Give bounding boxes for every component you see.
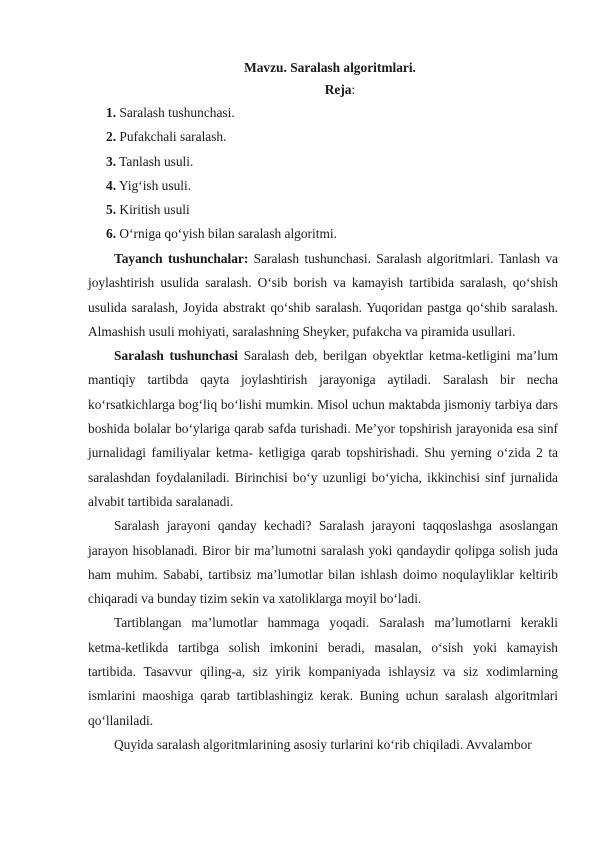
plan-item-text: Yig‘ish usuli.	[116, 177, 192, 193]
plan-item-number: 4.	[106, 177, 117, 193]
document-title: Mavzu. Saralash algoritmlari.	[244, 60, 416, 75]
plan-item-text: Kiritish usuli	[116, 202, 190, 218]
paragraph-ordered-data	[88, 611, 558, 732]
paragraph-text: Saralash jarayoni qanday kechadi? Saralash jarayoni taqqoslashga asoslangan jarayon hisoblanadi. Biror bir ma’lumotni saralash yoki qandaydir qolipga solish juda ham muhim. Sababi, tartibsiz ma’lumotlar bilan ishlash doimo noqulayliklar keltirib chiqaradi va bunday tizim sekin va xatoliklarga moyil bo‘ladi.	[88, 518, 558, 607]
plan-item-text: O‘rniga qo‘yish bilan saralash algoritmi.	[116, 226, 337, 242]
paragraph-text: Quyida saralash algoritmlarining asosiy turlarini ko‘rib chiqiladi. Avvalambor	[114, 736, 532, 752]
plan-item-text: Tanlash usuli.	[116, 153, 194, 169]
plan-item-3	[106, 150, 337, 174]
plan-item-number: 1.	[106, 105, 117, 120]
paragraph-lead: Tayanch tushunchalar:	[114, 251, 249, 266]
paragraph-text: Tartiblangan ma’lumotlar hammaga yoqadi. Saralash ma’lumotlarni kerakli ketma-ketlikda tartibga solish imkonini beradi, masalan, o‘sish yoki kamayish tartibida. Tasavvur qiling-a, siz yirik kompaniyada ishlaysiz va siz xodimlarning ismlarini maoshiga qarab tartiblashingiz kerak. Buning uchun saralash algoritmlari qo‘llaniladi.	[88, 615, 558, 728]
paragraph-lead: Saralash tushunchasi	[114, 348, 239, 364]
plan-item-6	[106, 222, 337, 246]
plan-item-2	[106, 125, 337, 149]
document-body	[88, 247, 558, 757]
plan-item-number: 6.	[106, 226, 117, 242]
paragraph-text: Saralash deb, berilgan obyektlar ketma-ketligini ma’lum mantiqiy tartibda qayta joylashtirish jarayoniga aytiladi. Saralash bir necha ko‘rsatkichlarga bog‘liq bo‘lishi mumkin. Misol uchun maktabda jismoniy tarbiya dars boshida bolalar bo‘ylariga qarab safda turishadi. Me’yor topshirish jarayonida esa sinf jurnalidagi familiyalar ketma- ketligiga qarab topshirishadi. Shu yerning o‘zida 2 ta saralashdan foydalaniladi. Birinchisi bo‘y uzunligi bo‘yicha, ikkinchisi sinf jurnalida alvabit tartibida saralanadi.	[88, 348, 559, 509]
plan-item-text: Pufakchali saralash.	[116, 129, 227, 145]
plan-item-number: 2.	[106, 129, 117, 145]
plan-item-5	[106, 198, 337, 222]
plan-heading	[0, 79, 596, 101]
plan-list	[106, 101, 337, 247]
paragraph-sorting-process	[88, 514, 558, 611]
plan-item-text: Saralash tushunchasi.	[116, 105, 235, 120]
plan-heading-colon: :	[351, 82, 356, 97]
paragraph-algorithm-types	[88, 733, 558, 757]
plan-heading-label: Reja	[324, 82, 352, 97]
plan-item-number: 3.	[106, 153, 117, 169]
paragraph-sorting-concept	[88, 344, 558, 514]
paragraph-text: Saralash tushunchasi. Saralash algoritmlari. Tanlash va joylashtirish usulida saralash. O‘sib borish va kamayish tartibida saralash, qo‘shish usulida saralash, Joyida abstrakt qo‘shib saralash. Yuqoridan pastga qo‘shib saralash. Almashish usuli mohiyati, saralashning Sheyker, pufakcha va piramida usullari.	[88, 251, 558, 339]
plan-item-1	[106, 101, 337, 125]
paragraph-key-concepts	[88, 247, 558, 344]
plan-item-number: 5.	[106, 202, 117, 218]
plan-item-4	[106, 174, 337, 198]
